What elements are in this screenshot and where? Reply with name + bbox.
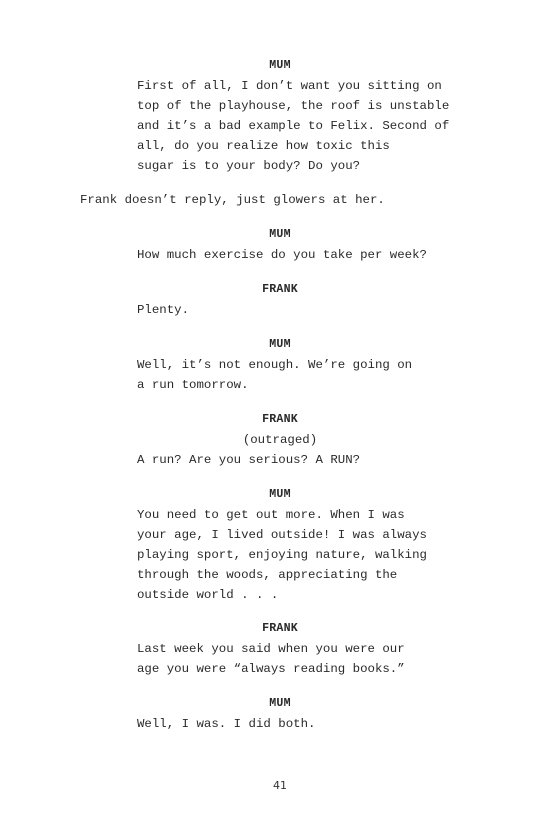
dialogue-block	[137, 714, 467, 734]
dialogue-block	[137, 245, 467, 265]
character-name: FRANK	[262, 622, 298, 635]
dialogue-line: A run? Are you serious? A RUN?	[137, 453, 361, 467]
dialogue-line: your age, I lived outside! I was always	[137, 528, 427, 542]
dialogue-block	[137, 450, 467, 470]
dialogue-line: Plenty.	[137, 303, 190, 317]
dialogue-line: all, do you realize how toxic this	[137, 139, 390, 153]
dialogue-line: How much exercise do you take per week?	[137, 248, 427, 262]
parenthetical: (outraged)	[242, 433, 318, 447]
dialogue-block	[137, 76, 467, 176]
dialogue-line: and it’s a bad example to Felix. Second of	[137, 119, 450, 133]
dialogue-line: You need to get out more. When I was	[137, 508, 405, 522]
character-name: MUM	[269, 488, 291, 501]
character-name: MUM	[269, 338, 291, 351]
character-name: FRANK	[262, 413, 298, 426]
dialogue-line: Last week you said when you were our	[137, 642, 405, 656]
dialogue-line: playing sport, enjoying nature, walking	[137, 548, 427, 562]
dialogue-line: sugar is to your body? Do you?	[137, 159, 361, 173]
action-line: Frank doesn’t reply, just glowers at her.	[80, 193, 385, 207]
page-number: 41	[273, 779, 287, 792]
dialogue-line: outside world . . .	[137, 588, 279, 602]
dialogue-line: Well, I was. I did both.	[137, 717, 316, 731]
character-name: MUM	[269, 59, 291, 72]
dialogue-line: top of the playhouse, the roof is unstable	[137, 99, 450, 113]
dialogue-line: a run tomorrow.	[137, 378, 249, 392]
dialogue-line: First of all, I don’t want you sitting on	[137, 79, 442, 93]
dialogue-line: Well, it’s not enough. We’re going on	[137, 358, 413, 372]
dialogue-block	[137, 355, 467, 395]
character-name: FRANK	[262, 283, 298, 296]
character-name: MUM	[269, 697, 291, 710]
dialogue-line: through the woods, appreciating the	[137, 568, 398, 582]
dialogue-block	[137, 639, 467, 679]
dialogue-block	[137, 300, 467, 320]
dialogue-block	[137, 505, 467, 605]
dialogue-line: age you were “always reading books.”	[137, 662, 405, 676]
character-name: MUM	[269, 228, 291, 241]
